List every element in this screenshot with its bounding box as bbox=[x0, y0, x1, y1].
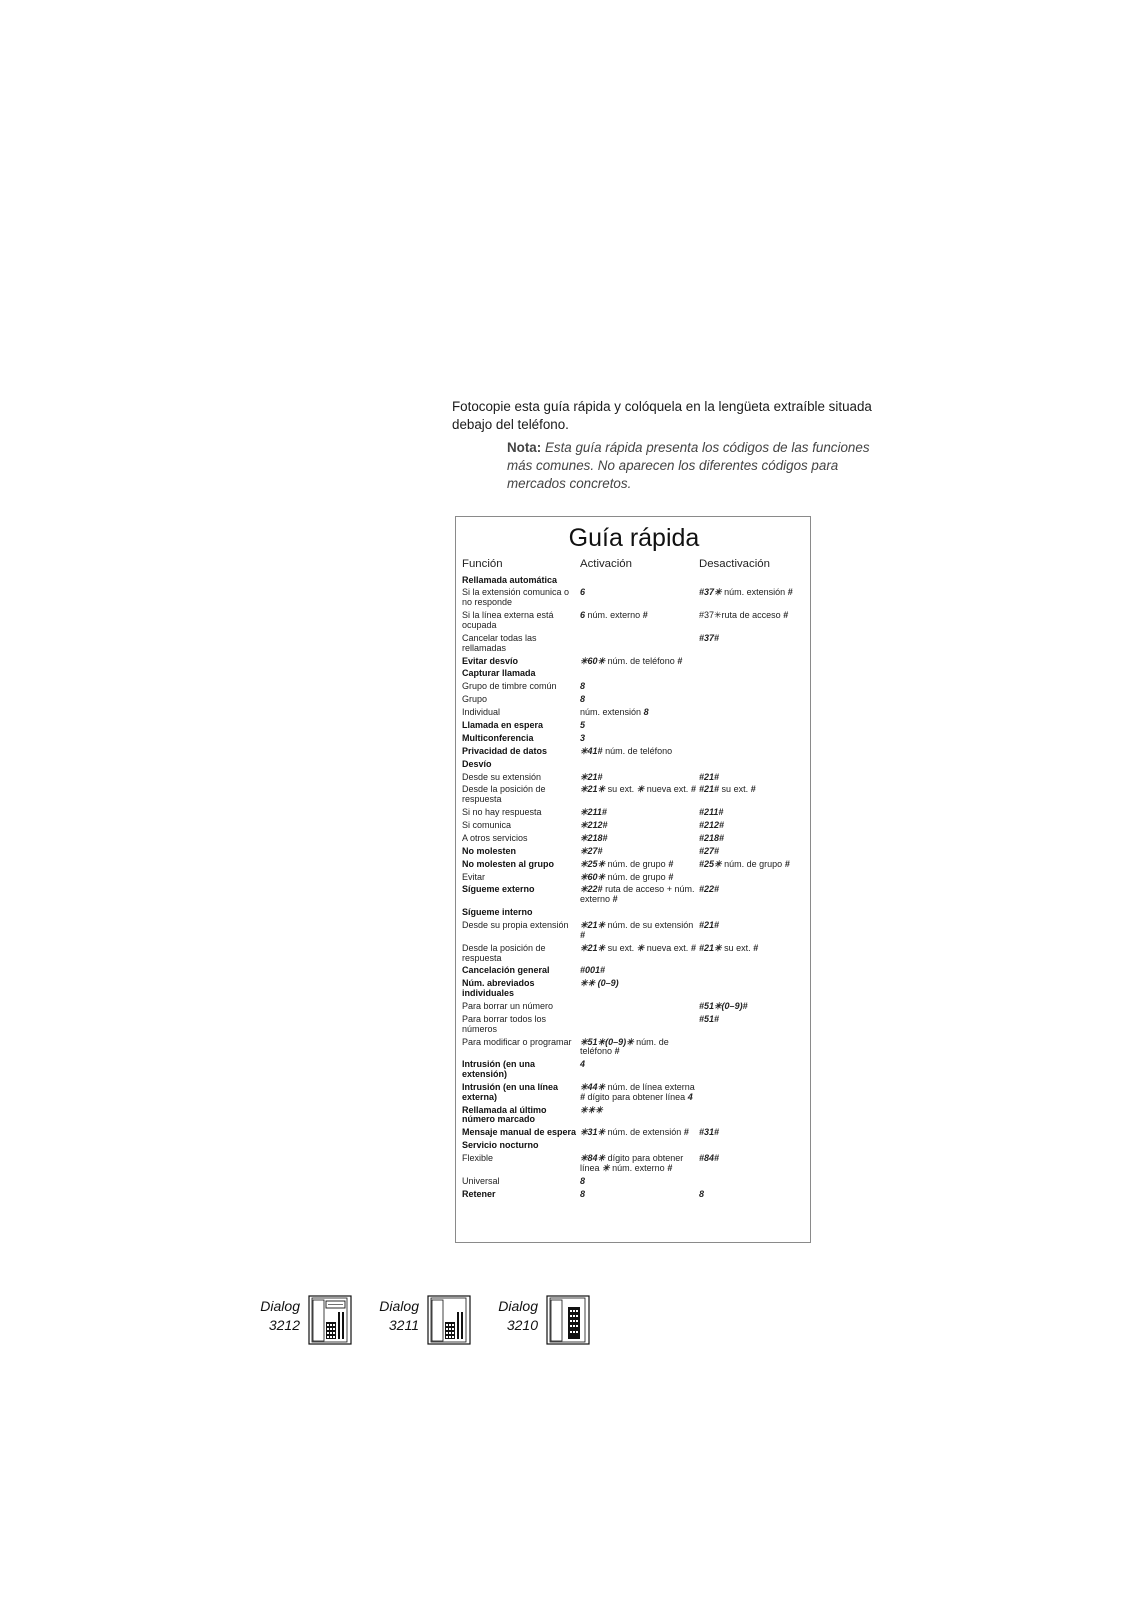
activacion-cell bbox=[580, 907, 699, 920]
table-row bbox=[462, 574, 808, 587]
table-row bbox=[462, 1153, 808, 1176]
table-row bbox=[462, 942, 808, 965]
funcion-cell: Evitar bbox=[462, 871, 486, 882]
desactivacion-cell: #51# bbox=[699, 1013, 720, 1024]
funcion-cell: Núm. abreviados individuales bbox=[462, 978, 535, 999]
table-row bbox=[462, 845, 808, 858]
funcion-cell: Intrusión (en una línea externa) bbox=[462, 1081, 559, 1102]
activacion-cell: ✳22# ruta de acceso + núm. externo # bbox=[580, 884, 695, 905]
desactivacion-cell: #21# bbox=[699, 920, 720, 931]
table-row bbox=[462, 1000, 808, 1013]
activacion-cell bbox=[580, 632, 699, 655]
activacion-cell bbox=[580, 1140, 699, 1153]
desactivacion-cell: #212# bbox=[699, 819, 725, 830]
desactivacion-cell: #31# bbox=[699, 1127, 720, 1138]
table-row bbox=[462, 1059, 808, 1082]
funcion-cell: Para borrar todos los números bbox=[462, 1013, 547, 1034]
activacion-cell: 6 bbox=[580, 587, 586, 598]
funcion-cell: A otros servicios bbox=[462, 832, 528, 843]
intro-paragraph: Fotocopie esta guía rápida y colóquela en la lengüeta extraíble situada debajo del teléfono. bbox=[452, 399, 872, 432]
funcion-cell: Desde su propia extensión bbox=[462, 920, 569, 931]
activacion-cell: ✳✳ (0–9) bbox=[580, 978, 619, 989]
funcion-cell: Rellamada automática bbox=[462, 574, 558, 585]
table-row bbox=[462, 668, 808, 681]
table-row bbox=[462, 632, 808, 655]
funcion-cell: Si no hay respuesta bbox=[462, 807, 542, 818]
funcion-cell: Sígueme interno bbox=[462, 907, 533, 918]
desactivacion-cell: #21✳ su ext. # bbox=[699, 942, 759, 953]
funcion-cell: Para modificar o programar bbox=[462, 1036, 572, 1047]
desactivacion-cell: #51✳(0–9)# bbox=[699, 1000, 748, 1011]
table-row bbox=[462, 978, 808, 1001]
funcion-cell: Cancelar todas las rellamadas bbox=[462, 632, 537, 653]
activacion-cell: ✳25✳ núm. de grupo # bbox=[580, 858, 674, 869]
funcion-cell: Flexible bbox=[462, 1153, 494, 1164]
table-row bbox=[462, 771, 808, 784]
activacion-cell: 8 bbox=[580, 681, 586, 692]
quick-guide-rows bbox=[462, 574, 808, 1201]
funcion-cell: Individual bbox=[462, 707, 501, 718]
table-row bbox=[462, 587, 808, 610]
activacion-cell: 4 bbox=[580, 1059, 586, 1070]
desactivacion-cell bbox=[699, 1036, 808, 1059]
table-row bbox=[462, 681, 808, 694]
phone-3212-label-line2: 3212 bbox=[268, 1317, 300, 1333]
desactivacion-cell bbox=[699, 1081, 808, 1104]
funcion-cell: Desde la posición de respuesta bbox=[462, 784, 546, 805]
funcion-cell: Sígueme externo bbox=[462, 884, 535, 895]
phone-3211-label bbox=[371, 1297, 419, 1335]
funcion-cell: Privacidad de datos bbox=[462, 745, 548, 756]
activacion-cell: ✳27# bbox=[580, 845, 603, 856]
activacion-cell: núm. extensión 8 bbox=[580, 707, 649, 718]
funcion-cell: Grupo bbox=[462, 694, 488, 705]
desactivacion-cell: #22# bbox=[699, 884, 720, 895]
funcion-cell: Grupo de timbre común bbox=[462, 681, 557, 692]
table-row bbox=[462, 784, 808, 807]
activacion-cell bbox=[580, 758, 699, 771]
funcion-cell: Rellamada al último número marcado bbox=[462, 1104, 547, 1125]
table-row bbox=[462, 832, 808, 845]
activacion-cell: ✳51✳(0–9)✳ núm. de teléfono # bbox=[580, 1036, 669, 1057]
desactivacion-cell: #84# bbox=[699, 1153, 720, 1164]
desactivacion-cell: #21# bbox=[699, 771, 720, 782]
phone-3211-label-line1: Dialog bbox=[379, 1298, 419, 1314]
desactivacion-cell: #37✳ núm. extensión # bbox=[699, 587, 793, 598]
desactivacion-cell: #218# bbox=[699, 832, 725, 843]
activacion-cell: 6 núm. externo # bbox=[580, 610, 648, 621]
header-funcion: Función bbox=[462, 558, 503, 570]
desactivacion-cell: #37✳ruta de acceso # bbox=[699, 610, 789, 621]
funcion-cell: Evitar desvío bbox=[462, 655, 519, 666]
table-row bbox=[462, 745, 808, 758]
table-row bbox=[462, 1081, 808, 1104]
funcion-cell: Retener bbox=[462, 1188, 496, 1199]
funcion-cell: Cancelación general bbox=[462, 965, 550, 976]
table-row bbox=[462, 1013, 808, 1036]
activacion-cell: ✳212# bbox=[580, 819, 608, 830]
desactivacion-cell bbox=[699, 1059, 808, 1082]
funcion-cell: No molesten bbox=[462, 845, 517, 856]
activacion-cell bbox=[580, 574, 699, 587]
note-text: Esta guía rápida presenta los códigos de las funciones más comunes. No aparecen los diferentes códigos para mercados concretos. bbox=[507, 440, 870, 491]
activacion-cell: ✳21✳ su ext. ✳ nueva ext. # bbox=[580, 942, 696, 953]
desactivacion-cell bbox=[699, 871, 808, 884]
activacion-cell: ✳60✳ núm. de teléfono # bbox=[580, 655, 683, 666]
table-row bbox=[462, 819, 808, 832]
table-row bbox=[462, 758, 808, 771]
table-row bbox=[462, 1036, 808, 1059]
table-row bbox=[462, 655, 808, 668]
table-row bbox=[462, 807, 808, 820]
desactivacion-cell: #25✳ núm. de grupo # bbox=[699, 858, 790, 869]
funcion-cell: Desde su extensión bbox=[462, 771, 542, 782]
activacion-cell: ✳60✳ núm. de grupo # bbox=[580, 871, 674, 882]
activacion-cell: ✳218# bbox=[580, 832, 608, 843]
activacion-cell: ✳31✳ núm. de extensión # bbox=[580, 1127, 689, 1138]
table-row bbox=[462, 1127, 808, 1140]
activacion-cell: #001# bbox=[580, 965, 606, 976]
funcion-cell: No molesten al grupo bbox=[462, 858, 555, 869]
desactivacion-cell: #21# su ext. # bbox=[699, 784, 756, 795]
desactivacion-cell bbox=[699, 655, 808, 668]
funcion-cell: Si la extensión comunica o no responde bbox=[462, 587, 570, 608]
desactivacion-cell bbox=[699, 1175, 808, 1188]
activacion-cell: 5 bbox=[580, 719, 586, 730]
activacion-cell: ✳84✳ dígito para obtener línea ✳ núm. externo # bbox=[580, 1153, 684, 1173]
desactivacion-cell bbox=[699, 719, 808, 732]
table-header-row bbox=[462, 556, 808, 574]
table-row bbox=[462, 1104, 808, 1127]
phone-3210-label-line2: 3210 bbox=[506, 1317, 538, 1333]
desactivacion-cell: #37# bbox=[699, 632, 720, 643]
table-row bbox=[462, 694, 808, 707]
activacion-cell: ✳211# bbox=[580, 807, 607, 818]
table-row bbox=[462, 1188, 808, 1201]
table-row bbox=[462, 919, 808, 942]
table-row bbox=[462, 965, 808, 978]
table-row bbox=[462, 858, 808, 871]
funcion-cell: Multiconferencia bbox=[462, 732, 534, 743]
table-row bbox=[462, 1175, 808, 1188]
funcion-cell: Desvío bbox=[462, 758, 492, 769]
activacion-cell: ✳21✳ núm. de su extensión # bbox=[580, 920, 694, 940]
quick-guide-card bbox=[455, 516, 811, 1243]
desactivacion-cell: #211# bbox=[699, 807, 724, 818]
table-row bbox=[462, 884, 808, 907]
activacion-cell: 8 bbox=[580, 1175, 586, 1186]
desactivacion-cell: #27# bbox=[699, 845, 720, 856]
activacion-cell: ✳21# bbox=[580, 771, 603, 782]
quick-guide-table bbox=[462, 556, 808, 1201]
table-row bbox=[462, 707, 808, 720]
activacion-cell: ✳21✳ su ext. ✳ nueva ext. # bbox=[580, 784, 696, 795]
desactivacion-cell bbox=[699, 732, 808, 745]
table-row bbox=[462, 871, 808, 884]
table-row bbox=[462, 719, 808, 732]
quick-guide-title: Guía rápida bbox=[568, 524, 700, 552]
activacion-cell bbox=[580, 1000, 699, 1013]
phone-3212-icon bbox=[308, 1295, 352, 1345]
desactivacion-cell bbox=[699, 1140, 808, 1153]
funcion-cell: Capturar llamada bbox=[462, 668, 536, 679]
funcion-cell: Para borrar un número bbox=[462, 1000, 554, 1011]
funcion-cell: Llamada en espera bbox=[462, 719, 544, 730]
note-label: Nota: bbox=[507, 440, 542, 455]
activacion-cell bbox=[580, 1013, 699, 1036]
desactivacion-cell bbox=[699, 707, 808, 720]
desactivacion-cell bbox=[699, 681, 808, 694]
table-row bbox=[462, 907, 808, 920]
funcion-cell: Si comunica bbox=[462, 819, 512, 830]
desactivacion-cell bbox=[699, 907, 808, 920]
phone-3210-label-line1: Dialog bbox=[498, 1298, 538, 1314]
desactivacion-cell: 8 bbox=[699, 1188, 705, 1199]
phone-3210-label bbox=[490, 1297, 538, 1335]
header-activacion: Activación bbox=[580, 558, 632, 570]
note-paragraph bbox=[507, 439, 892, 493]
activacion-cell: 8 bbox=[580, 1188, 586, 1199]
desactivacion-cell bbox=[699, 574, 808, 587]
header-desactivacion: Desactivación bbox=[699, 558, 770, 570]
desactivacion-cell bbox=[699, 745, 808, 758]
funcion-cell: Mensaje manual de espera bbox=[462, 1127, 577, 1138]
table-row bbox=[462, 610, 808, 633]
desactivacion-cell bbox=[699, 1104, 808, 1127]
activacion-cell bbox=[580, 668, 699, 681]
funcion-cell: Intrusión (en una extensión) bbox=[462, 1059, 535, 1080]
activacion-cell: 8 bbox=[580, 694, 586, 705]
funcion-cell: Si la línea externa está ocupada bbox=[462, 610, 554, 630]
desactivacion-cell bbox=[699, 965, 808, 978]
activacion-cell: ✳✳✳ bbox=[580, 1104, 603, 1115]
desactivacion-cell bbox=[699, 758, 808, 771]
desactivacion-cell bbox=[699, 668, 808, 681]
desactivacion-cell bbox=[699, 694, 808, 707]
funcion-cell: Desde la posición de respuesta bbox=[462, 942, 546, 963]
phone-3211-label-line2: 3211 bbox=[388, 1317, 419, 1333]
phone-3212-label bbox=[252, 1297, 300, 1335]
funcion-cell: Servicio nocturno bbox=[462, 1140, 539, 1151]
desactivacion-cell bbox=[699, 978, 808, 1001]
table-row bbox=[462, 732, 808, 745]
phone-3211-icon bbox=[427, 1295, 471, 1345]
phone-3212-label-line1: Dialog bbox=[260, 1298, 300, 1314]
activacion-cell: 3 bbox=[580, 732, 586, 743]
activacion-cell: ✳41# núm. de teléfono bbox=[580, 745, 673, 756]
phone-3210-icon bbox=[546, 1295, 590, 1345]
activacion-cell: ✳44✳ núm. de línea externa # dígito para obtener línea 4 bbox=[580, 1081, 695, 1102]
funcion-cell: Universal bbox=[462, 1175, 500, 1186]
table-row bbox=[462, 1140, 808, 1153]
